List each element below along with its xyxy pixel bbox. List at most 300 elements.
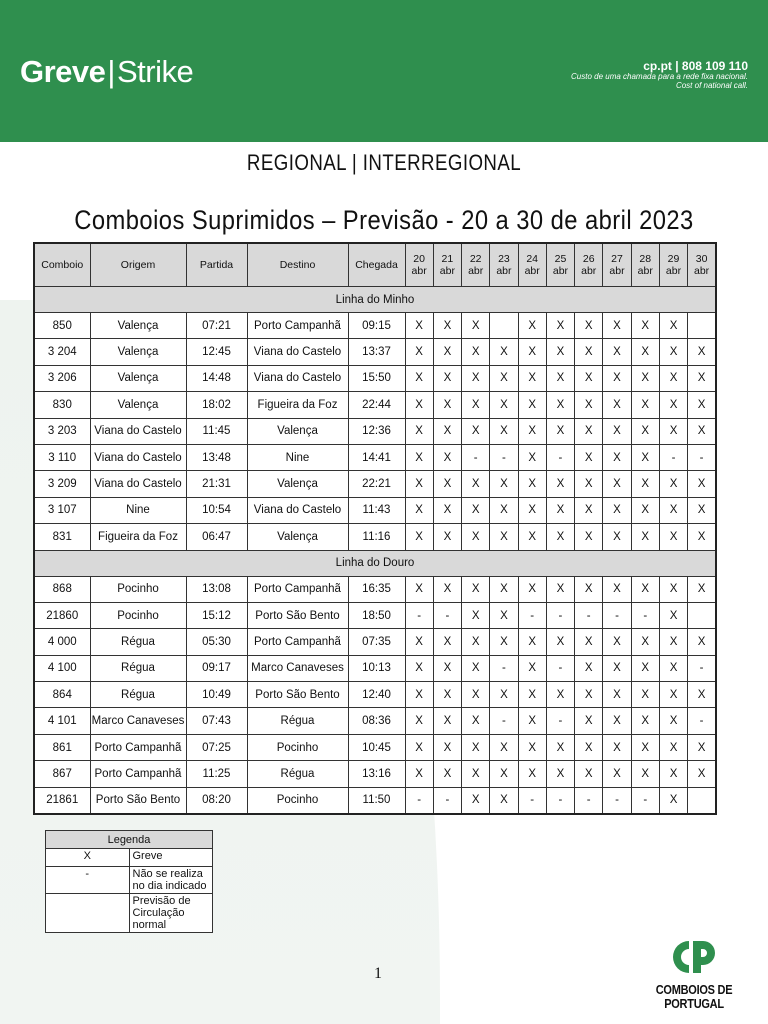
cell-origem: Viana do Castelo (90, 444, 186, 470)
column-header: Comboio (34, 243, 90, 287)
cell-chegada: 11:50 (348, 787, 405, 814)
status-cell: X (659, 471, 687, 497)
status-cell: X (433, 392, 461, 418)
table-row (34, 392, 716, 418)
cell-destino: Figueira da Foz (247, 392, 348, 418)
cell-destino: Régua (247, 761, 348, 787)
day-number: 25 (554, 252, 567, 265)
cell-partida: 07:25 (186, 734, 247, 760)
status-cell: X (631, 365, 659, 391)
status-cell: X (518, 471, 546, 497)
status-cell: - (546, 444, 574, 470)
status-cell: X (659, 655, 687, 681)
status-cell: X (603, 629, 631, 655)
status-cell: X (462, 629, 490, 655)
status-cell: X (688, 339, 716, 365)
status-cell: X (462, 655, 490, 681)
status-cell: X (462, 787, 490, 814)
day-month: abr (581, 265, 597, 277)
status-cell: X (659, 418, 687, 444)
cell-origem: Pocinho (90, 576, 186, 602)
day-number: 29 (667, 252, 680, 265)
cell-comboio: 831 (34, 524, 90, 550)
status-cell: X (575, 734, 603, 760)
status-cell: X (462, 497, 490, 523)
status-cell: X (575, 365, 603, 391)
cell-origem: Viana do Castelo (90, 471, 186, 497)
status-cell: X (603, 708, 631, 734)
cell-partida: 14:48 (186, 365, 247, 391)
status-cell: X (490, 629, 518, 655)
cell-comboio: 4 000 (34, 629, 90, 655)
status-cell: X (433, 734, 461, 760)
cell-comboio: 3 110 (34, 444, 90, 470)
status-cell: X (575, 524, 603, 550)
status-cell: X (490, 339, 518, 365)
status-cell: X (518, 629, 546, 655)
status-cell: X (659, 602, 687, 628)
status-cell: X (462, 339, 490, 365)
status-cell: - (518, 787, 546, 814)
status-cell: X (603, 761, 631, 787)
status-cell: X (631, 576, 659, 602)
day-column-header (575, 243, 603, 287)
cell-partida: 21:31 (186, 471, 247, 497)
status-cell: X (490, 602, 518, 628)
cell-partida: 13:08 (186, 576, 247, 602)
status-cell: X (490, 682, 518, 708)
cell-comboio: 3 107 (34, 497, 90, 523)
status-cell: X (462, 602, 490, 628)
brand-primary: Greve (20, 54, 106, 89)
status-cell: X (575, 576, 603, 602)
cell-partida: 05:30 (186, 629, 247, 655)
cell-partida: 09:17 (186, 655, 247, 681)
cell-chegada: 12:36 (348, 418, 405, 444)
status-cell: X (546, 365, 574, 391)
cell-chegada: 15:50 (348, 365, 405, 391)
cell-destino: Porto São Bento (247, 602, 348, 628)
table-row (34, 708, 716, 734)
legend-label: Previsão de Circulação normal (129, 894, 213, 933)
cell-partida: 07:43 (186, 708, 247, 734)
status-cell: X (433, 418, 461, 444)
cell-origem: Porto Campanhã (90, 734, 186, 760)
line-group-row (34, 287, 716, 313)
status-cell: X (405, 444, 433, 470)
status-cell: X (405, 392, 433, 418)
status-cell: X (433, 339, 461, 365)
table-row (34, 602, 716, 628)
status-cell: X (603, 655, 631, 681)
day-column-header (603, 243, 631, 287)
status-cell: X (518, 708, 546, 734)
status-cell: X (603, 497, 631, 523)
status-cell: X (546, 497, 574, 523)
status-cell: - (659, 444, 687, 470)
cell-partida: 11:45 (186, 418, 247, 444)
status-cell: X (462, 365, 490, 391)
day-number: 30 (695, 252, 708, 265)
status-cell: X (659, 734, 687, 760)
status-cell: X (688, 497, 716, 523)
status-cell: X (688, 576, 716, 602)
status-cell: - (433, 602, 461, 628)
status-cell: X (688, 365, 716, 391)
cell-partida: 06:47 (186, 524, 247, 550)
cell-comboio: 4 101 (34, 708, 90, 734)
footer-logo (636, 935, 752, 1011)
day-column-header (433, 243, 461, 287)
cell-destino: Porto Campanhã (247, 576, 348, 602)
day-month: abr (411, 265, 427, 277)
status-cell: X (518, 761, 546, 787)
cell-chegada: 22:21 (348, 471, 405, 497)
brand-secondary: Strike (116, 54, 194, 89)
status-cell: X (631, 682, 659, 708)
status-cell: X (546, 471, 574, 497)
status-cell: - (405, 602, 433, 628)
cell-destino: Marco Canaveses (247, 655, 348, 681)
table-row (34, 418, 716, 444)
status-cell: X (688, 629, 716, 655)
status-cell: X (688, 734, 716, 760)
cell-chegada: 10:13 (348, 655, 405, 681)
status-cell: X (405, 761, 433, 787)
cell-destino: Valença (247, 471, 348, 497)
status-cell: X (405, 629, 433, 655)
status-cell: X (405, 497, 433, 523)
status-cell: X (575, 682, 603, 708)
status-cell: X (575, 471, 603, 497)
status-cell: X (575, 497, 603, 523)
table-row (34, 761, 716, 787)
cell-comboio: 830 (34, 392, 90, 418)
cell-partida: 07:21 (186, 313, 247, 339)
status-cell: X (603, 365, 631, 391)
cell-destino: Porto São Bento (247, 682, 348, 708)
status-cell: X (575, 313, 603, 339)
cell-origem: Régua (90, 655, 186, 681)
legend-symbol (46, 894, 130, 933)
status-cell: X (490, 761, 518, 787)
status-cell: X (546, 524, 574, 550)
status-cell (688, 787, 716, 814)
status-cell: X (659, 365, 687, 391)
day-month: abr (524, 265, 540, 277)
cell-destino: Pocinho (247, 787, 348, 814)
day-number: 21 (441, 252, 454, 265)
legend-symbol: X (46, 849, 130, 867)
status-cell: X (603, 576, 631, 602)
status-cell: X (518, 682, 546, 708)
line-group-name: Linha do Douro (34, 550, 716, 576)
status-cell: X (659, 761, 687, 787)
status-cell: X (688, 418, 716, 444)
cell-comboio: 4 100 (34, 655, 90, 681)
status-cell: X (546, 576, 574, 602)
status-cell: - (518, 602, 546, 628)
cell-comboio: 867 (34, 761, 90, 787)
table-row (34, 524, 716, 550)
cell-comboio: 850 (34, 313, 90, 339)
status-cell: X (462, 708, 490, 734)
status-cell: X (575, 418, 603, 444)
status-cell: X (405, 471, 433, 497)
cell-origem: Valença (90, 313, 186, 339)
status-cell: X (631, 497, 659, 523)
cell-destino: Nine (247, 444, 348, 470)
status-cell: X (462, 524, 490, 550)
cell-chegada: 22:44 (348, 392, 405, 418)
status-cell: X (433, 313, 461, 339)
cell-destino: Pocinho (247, 734, 348, 760)
status-cell: X (688, 761, 716, 787)
status-cell: X (659, 339, 687, 365)
day-number: 28 (639, 252, 652, 265)
status-cell: X (603, 682, 631, 708)
day-number: 26 (582, 252, 595, 265)
status-cell: X (490, 497, 518, 523)
table-row (34, 339, 716, 365)
cell-chegada: 11:16 (348, 524, 405, 550)
column-header: Destino (247, 243, 348, 287)
contact-line: cp.pt | 808 109 110 (643, 59, 748, 73)
table-row (34, 655, 716, 681)
status-cell: X (546, 418, 574, 444)
cell-partida: 08:20 (186, 787, 247, 814)
page-number: 1 (374, 965, 382, 982)
status-cell: X (575, 761, 603, 787)
status-cell: X (631, 708, 659, 734)
cell-chegada: 14:41 (348, 444, 405, 470)
status-cell: X (575, 629, 603, 655)
status-cell: X (433, 708, 461, 734)
cell-destino: Valença (247, 524, 348, 550)
cell-destino: Porto Campanhã (247, 313, 348, 339)
status-cell: X (631, 418, 659, 444)
status-cell: X (405, 339, 433, 365)
status-cell: X (575, 708, 603, 734)
legend-label: Não se realiza no dia indicado (129, 867, 213, 894)
status-cell: - (405, 787, 433, 814)
main-title: Comboios Suprimidos – Previsão - 20 a 30 de abril 2023 (74, 205, 694, 235)
day-number: 22 (469, 252, 482, 265)
status-cell: X (405, 418, 433, 444)
status-cell: X (631, 629, 659, 655)
contact-note-en: Cost of national call. (675, 80, 748, 90)
status-cell: - (603, 602, 631, 628)
status-cell: - (546, 655, 574, 681)
status-cell: X (659, 524, 687, 550)
table-row (34, 787, 716, 814)
status-cell: X (659, 708, 687, 734)
status-cell: X (603, 313, 631, 339)
day-column-header (659, 243, 687, 287)
cell-chegada: 16:35 (348, 576, 405, 602)
day-month: abr (609, 265, 625, 277)
status-cell: X (405, 708, 433, 734)
table-row (34, 471, 716, 497)
status-cell: X (575, 339, 603, 365)
status-cell: X (631, 313, 659, 339)
cell-chegada: 18:50 (348, 602, 405, 628)
status-cell: X (490, 365, 518, 391)
status-cell: X (490, 524, 518, 550)
day-month: abr (496, 265, 512, 277)
status-cell: - (631, 602, 659, 628)
cell-partida: 18:02 (186, 392, 247, 418)
status-cell: X (405, 655, 433, 681)
status-cell: X (433, 761, 461, 787)
status-cell: X (631, 761, 659, 787)
status-cell: X (688, 682, 716, 708)
status-cell: X (433, 444, 461, 470)
status-cell: - (490, 708, 518, 734)
cell-chegada: 12:40 (348, 682, 405, 708)
status-cell: X (518, 392, 546, 418)
day-column-header (631, 243, 659, 287)
cell-origem: Valença (90, 392, 186, 418)
status-cell: X (490, 787, 518, 814)
cell-comboio: 864 (34, 682, 90, 708)
status-cell: X (546, 313, 574, 339)
status-cell: X (490, 734, 518, 760)
status-cell: X (405, 734, 433, 760)
status-cell: X (603, 471, 631, 497)
day-month: abr (468, 265, 484, 277)
status-cell: X (462, 418, 490, 444)
status-cell: X (688, 471, 716, 497)
status-cell: X (659, 682, 687, 708)
cell-comboio: 868 (34, 576, 90, 602)
status-cell: X (518, 339, 546, 365)
section-title: REGIONAL | INTERREGIONAL (246, 150, 522, 175)
organization-name: COMBOIOS DE PORTUGAL (655, 983, 733, 1011)
status-cell: - (688, 708, 716, 734)
status-cell: X (546, 734, 574, 760)
status-cell: X (575, 392, 603, 418)
table-header-row (34, 243, 716, 287)
status-cell: X (433, 524, 461, 550)
table-row (34, 365, 716, 391)
cell-comboio: 861 (34, 734, 90, 760)
status-cell: X (546, 392, 574, 418)
status-cell: - (490, 655, 518, 681)
status-cell: X (518, 365, 546, 391)
status-cell: X (575, 655, 603, 681)
cell-destino: Régua (247, 708, 348, 734)
status-cell: X (546, 339, 574, 365)
day-number: 23 (498, 252, 510, 265)
cell-destino: Viana do Castelo (247, 497, 348, 523)
status-cell (688, 602, 716, 628)
status-cell: X (659, 576, 687, 602)
legend-label: Greve (129, 849, 213, 867)
status-cell: X (490, 576, 518, 602)
table-row (34, 497, 716, 523)
status-cell: X (462, 682, 490, 708)
status-cell: X (659, 392, 687, 418)
status-cell (490, 313, 518, 339)
day-column-header (490, 243, 518, 287)
status-cell: X (631, 392, 659, 418)
status-cell: X (659, 787, 687, 814)
day-column-header (462, 243, 490, 287)
status-cell: X (631, 444, 659, 470)
contact-note-pt: Custo de uma chamada para a rede fixa nacional. (571, 72, 748, 82)
status-cell: X (462, 392, 490, 418)
status-cell: - (603, 787, 631, 814)
status-cell: - (490, 444, 518, 470)
status-cell: X (518, 313, 546, 339)
cell-comboio: 21861 (34, 787, 90, 814)
day-number: 20 (413, 252, 425, 265)
status-cell: - (631, 787, 659, 814)
status-cell: X (462, 313, 490, 339)
status-cell: - (546, 708, 574, 734)
line-group-name: Linha do Minho (34, 287, 716, 313)
status-cell: X (631, 339, 659, 365)
cell-destino: Viana do Castelo (247, 365, 348, 391)
cell-partida: 10:54 (186, 497, 247, 523)
cell-comboio: 3 204 (34, 339, 90, 365)
day-number: 27 (611, 252, 623, 265)
status-cell: X (433, 629, 461, 655)
status-cell: - (575, 787, 603, 814)
cell-origem: Viana do Castelo (90, 418, 186, 444)
status-cell: X (546, 629, 574, 655)
status-cell: X (603, 392, 631, 418)
status-cell: - (688, 655, 716, 681)
legend-body (46, 849, 213, 933)
legend-title: Legenda (46, 831, 213, 849)
cell-partida: 15:12 (186, 602, 247, 628)
table-row (34, 629, 716, 655)
status-cell: X (631, 734, 659, 760)
cell-chegada: 13:16 (348, 761, 405, 787)
status-cell: X (659, 313, 687, 339)
status-cell: X (546, 682, 574, 708)
brand-separator: | (107, 54, 115, 89)
status-cell: X (631, 524, 659, 550)
legend-item (46, 867, 213, 894)
status-cell: X (462, 761, 490, 787)
day-month: abr (665, 265, 682, 277)
cell-origem: Pocinho (90, 602, 186, 628)
day-column-header (405, 243, 433, 287)
status-cell: X (603, 524, 631, 550)
cell-partida: 13:48 (186, 444, 247, 470)
status-cell: - (546, 787, 574, 814)
table-row (34, 734, 716, 760)
status-cell: X (405, 682, 433, 708)
day-month: abr (552, 265, 569, 277)
status-cell: X (405, 576, 433, 602)
cell-chegada: 10:45 (348, 734, 405, 760)
status-cell: X (462, 471, 490, 497)
cell-origem: Valença (90, 365, 186, 391)
day-number: 24 (526, 252, 539, 265)
status-cell: X (631, 471, 659, 497)
status-cell: - (575, 602, 603, 628)
status-cell: X (405, 524, 433, 550)
cell-origem: Régua (90, 629, 186, 655)
cell-destino: Porto Campanhã (247, 629, 348, 655)
cell-origem: Marco Canaveses (90, 708, 186, 734)
status-cell (688, 313, 716, 339)
status-cell: X (490, 392, 518, 418)
